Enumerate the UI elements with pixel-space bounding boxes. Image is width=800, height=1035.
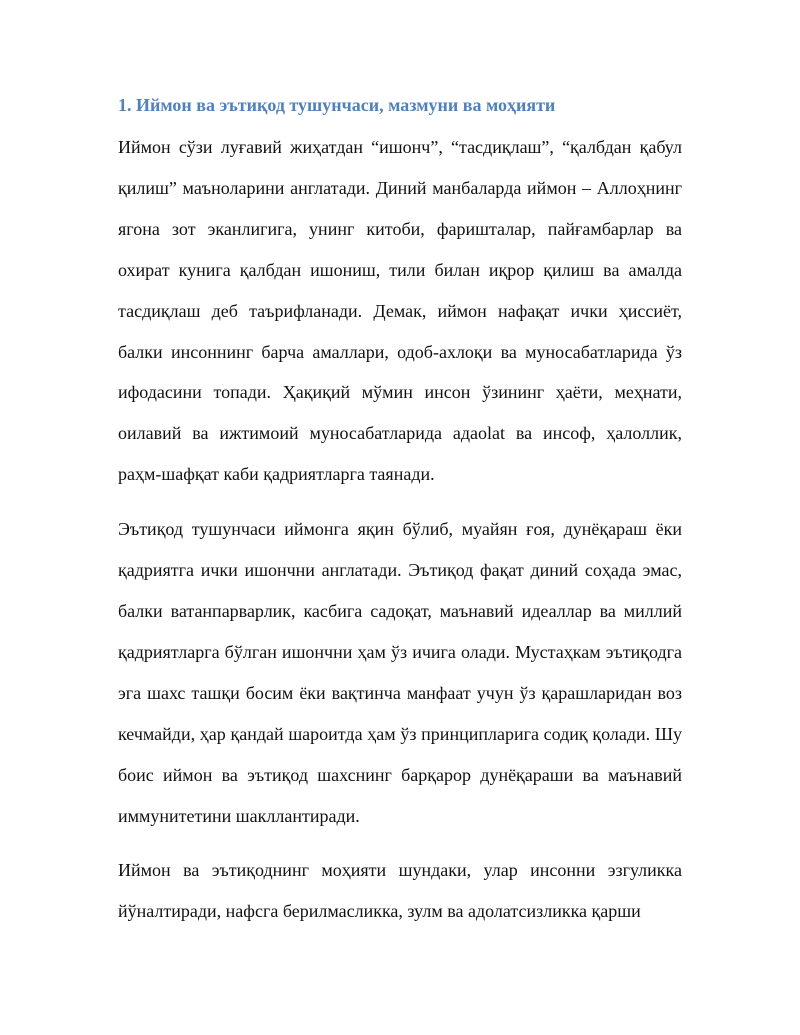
section-heading: 1. Иймон ва эътиқод тушунчаси, мазмуни ва моҳияти (118, 95, 556, 115)
paragraph-essence: Иймон ва эътиқоднинг моҳияти шундаки, улар инсонни эзгуликка йўналтиради, нафсга берилмасликка, зулм ва адолатсизликка қарши (118, 860, 682, 922)
paragraph-iymon-definition: Иймон сўзи луғавий жиҳатдан “ишонч”, “тасдиқлаш”, “қалбдан қабул қилиш” маъноларини англатади. Диний манбаларда иймон – Аллоҳнинг ягона зот эканлигига, унинг китоби, фаришталар, пайғамбарлар ва охират кунига қалбдан ишониш, тили билан иқрор қилиш ва амалда тасдиқлаш деб таърифланади. Демак, иймон нафақат ички ҳиссиёт, балки инсоннинг барча амаллари, одоб-ахлоқи ва муносабатларида ўз ифодасини топади. Ҳақиқий мўмин инсон ўзининг ҳаёти, меҳнати, оилавий ва ижтимоий муносабатларида адаolat ва инсоф, ҳалоллик, раҳм-шафқат каби қадриятларга таянади. (118, 137, 682, 485)
document-body (118, 93, 682, 932)
paragraph-etiqod-definition: Эътиқод тушунчаси иймонга яқин бўлиб, муайян ғоя, дунёқараш ёки қадриятга ички ишончни англатади. Эътиқод фақат диний соҳада эмас, балки ватанпарварлик, касбига садоқат, маънавий идеаллар ва миллий қадриятларга бўлган ишончни ҳам ўз ичига олади. Мустаҳкам эътиқодга эга шахс ташқи босим ёки вақтинча манфаат учун ўз қарашларидан воз кечмайди, ҳар қандай шароитда ҳам ўз принципларига содиқ қолади. Шу боис иймон ва эътиқод шахснинг барқарор дунёқараши ва маънавий иммунитетини шакллантиради. (118, 519, 682, 826)
